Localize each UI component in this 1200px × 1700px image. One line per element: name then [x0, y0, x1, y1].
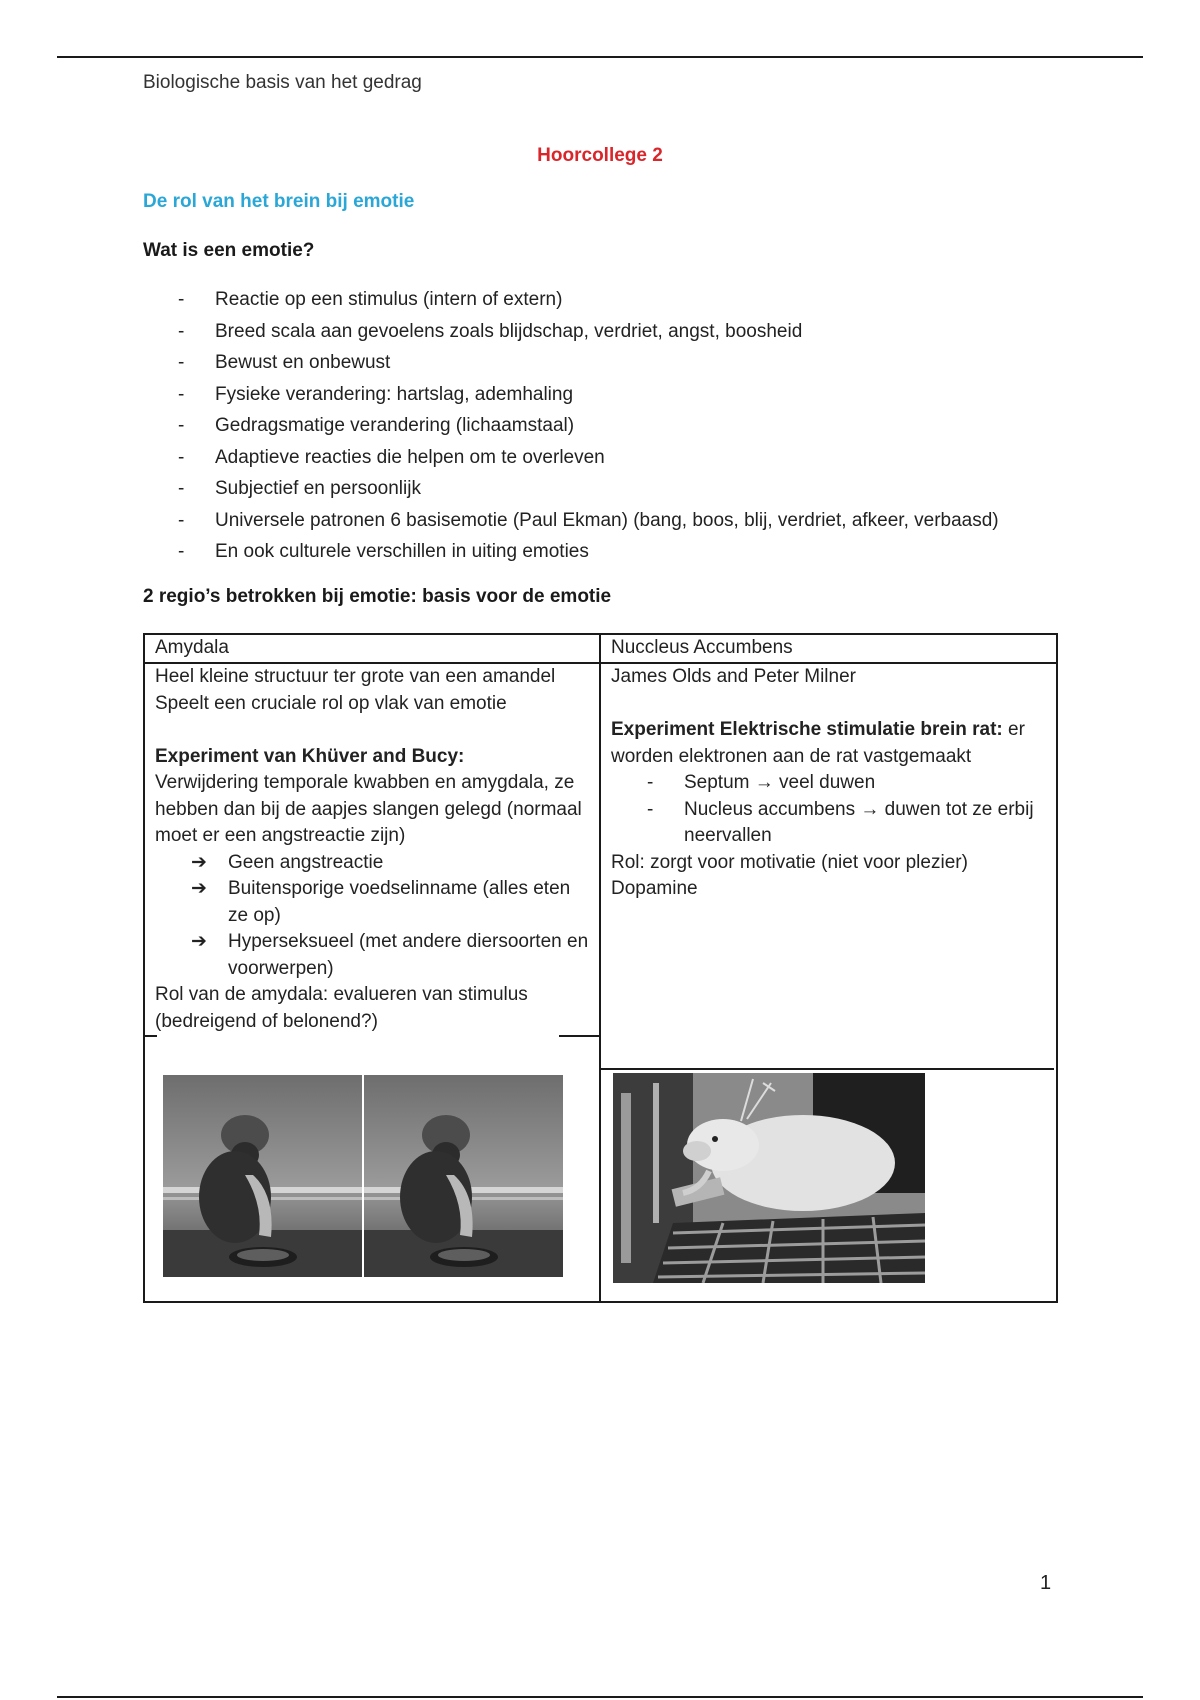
nucleus-text	[611, 664, 1048, 903]
document-header: Biologische basis van het gedrag	[143, 72, 422, 93]
regions-heading: 2 regio’s betrokken bij emotie: basis voor de emotie	[143, 586, 612, 607]
page-number: 1	[1040, 1572, 1052, 1594]
amygdala-role-summary: Speelt een cruciale rol op vlak van emotie	[155, 692, 507, 714]
arrow-icon: ➔	[191, 931, 207, 952]
rat-stimulation-photo	[613, 1073, 925, 1283]
list-item: - En ook culturele verschillen in uiting emoties	[178, 541, 589, 562]
list-item: - Reactie op een stimulus (intern of extern)	[178, 289, 563, 310]
row-divider	[601, 1068, 1054, 1070]
emotion-points-list	[143, 284, 999, 568]
nucleus-experiment-text: er worden elektronen aan de rat vastgemaakt	[611, 719, 1025, 767]
arrow-icon: ➔	[191, 878, 207, 899]
list-item: ➔ Buitensporige voedselinname (alles eten ze op)	[191, 878, 571, 926]
list-item: - Septum → veel duwen	[647, 772, 876, 793]
nucleus-neurotransmitter: Dopamine	[611, 878, 698, 899]
bottom-rule	[57, 1696, 1143, 1698]
list-item: ➔ Hyperseksueel (met andere diersoorten en voorwerpen)	[191, 931, 589, 979]
lecture-title: Hoorcollege 2	[537, 145, 663, 166]
arrow-icon: ➔	[191, 851, 207, 873]
nucleus-accumbens-cell	[601, 633, 1058, 1303]
amygdala-description: Heel kleine structuur ter grote van een amandel	[155, 666, 556, 687]
amygdala-header: Amydala	[155, 637, 229, 658]
amygdala-experiment-title: Experiment van Khüver and Bucy:	[155, 745, 465, 767]
amygdala-role: Rol van de amydala: evalueren van stimulus (bedreigend of belonend?)	[155, 984, 528, 1032]
list-item: - Nucleus accumbens → duwen tot ze erbij neervallen	[647, 798, 1034, 846]
amygdala-header-row	[145, 635, 599, 664]
amygdala-experiment-text: Verwijdering temporale kwabben en amygdala, ze hebben dan bij de aapjes slangen gelegd (normaal moet er een angstreactie zijn)	[155, 772, 582, 846]
top-rule	[57, 56, 1143, 58]
list-item: - Universele patronen 6 basisemotie (Paul Ekman) (bang, boos, blij, verdriet, afkeer, verbaasd)	[178, 509, 999, 531]
amygdala-cell	[143, 633, 601, 1303]
list-item: - Fysieke verandering: hartslag, ademhaling	[178, 383, 574, 405]
list-item: - Breed scala aan gevoelens zoals blijdschap, verdriet, angst, boosheid	[178, 320, 803, 342]
question-heading: Wat is een emotie?	[143, 240, 315, 261]
list-item: - Gedragsmatige verandering (lichaamstaal)	[178, 415, 575, 436]
list-item: - Adaptieve reacties die helpen om te overleven	[178, 446, 605, 468]
list-item: - Subjectief en persoonlijk	[178, 478, 421, 499]
nucleus-role: Rol: zorgt voor motivatie (niet voor plezier)	[611, 851, 968, 873]
monkey-snake-photo	[163, 1075, 563, 1277]
section-heading: De rol van het brein bij emotie	[143, 191, 415, 212]
nucleus-experiment-title: Experiment Elektrische stimulatie brein rat:	[611, 719, 1003, 740]
nucleus-experiment	[611, 717, 1048, 770]
list-item: ➔ Geen angstreactie	[155, 850, 591, 877]
brain-regions-table	[143, 633, 1058, 1303]
nucleus-header: Nuccleus Accumbens	[611, 637, 793, 658]
nucleus-header-row	[601, 635, 1056, 664]
list-item: - Bewust en onbewust	[178, 352, 391, 373]
amygdala-text	[155, 664, 591, 1035]
nucleus-researchers: James Olds and Peter Milner	[611, 666, 856, 687]
